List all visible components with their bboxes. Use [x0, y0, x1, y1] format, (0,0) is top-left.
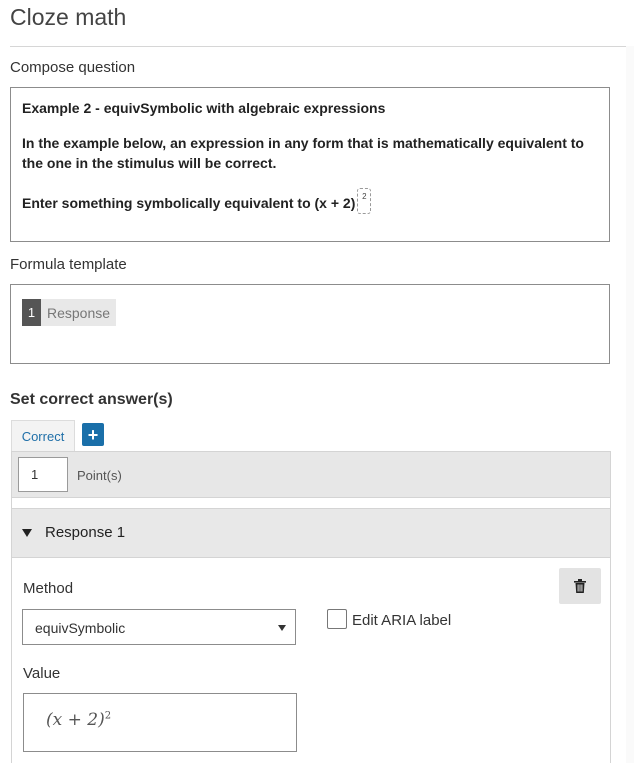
chevron-down-icon: [278, 625, 286, 631]
value-expression-base: (x + 2): [46, 710, 105, 730]
method-label: Method: [23, 580, 74, 597]
response-chip-number: 1: [22, 299, 41, 326]
scrollbar[interactable]: [626, 46, 634, 763]
formula-template-editor[interactable]: [10, 284, 610, 364]
example-description: In the example below, an expression in any form that is mathematically equivalent to the one in the stimulus will be correct.: [22, 135, 584, 171]
response-panel: [11, 498, 611, 763]
caret-down-icon: [22, 529, 32, 537]
edit-aria-label-checkbox[interactable]: [327, 609, 347, 629]
response-title: Response 1: [45, 524, 126, 541]
method-selected-value: equivSymbolic: [35, 620, 126, 636]
prompt-text: Enter something symbolically equivalent to (x + 2): [22, 195, 356, 211]
response-accordion-header[interactable]: [12, 508, 610, 558]
compose-question-editor[interactable]: [10, 87, 610, 242]
tab-correct[interactable]: Correct: [11, 420, 75, 452]
page-title: Cloze math: [10, 4, 127, 30]
points-input[interactable]: 1: [18, 457, 68, 492]
example-prompt: [22, 193, 371, 214]
inline-response-exponent: 2: [362, 192, 367, 201]
trash-icon: [574, 579, 586, 593]
title-divider: [10, 46, 634, 47]
value-math-input[interactable]: [23, 693, 297, 752]
response-placeholder-chip[interactable]: [22, 299, 116, 326]
compose-question-label: Compose question: [10, 59, 136, 76]
set-correct-answers-heading: Set correct answer(s): [10, 391, 173, 408]
edit-aria-label-text: Edit ARIA label: [352, 612, 452, 629]
value-expression: [46, 710, 111, 730]
formula-template-label: Formula template: [10, 256, 127, 273]
delete-response-button[interactable]: [559, 568, 601, 604]
value-expression-exponent: 2: [104, 710, 112, 722]
plus-icon: +: [87, 424, 99, 445]
points-bar: [11, 451, 611, 498]
inline-response-box[interactable]: [357, 188, 371, 214]
example-title: Example 2 - equivSymbolic with algebraic expressions: [22, 100, 386, 116]
response-chip-label: Response: [41, 299, 116, 326]
add-alternate-answer-button[interactable]: [82, 423, 104, 446]
value-label: Value: [23, 665, 61, 682]
method-select[interactable]: [22, 609, 296, 645]
points-label: Point(s): [77, 468, 122, 483]
